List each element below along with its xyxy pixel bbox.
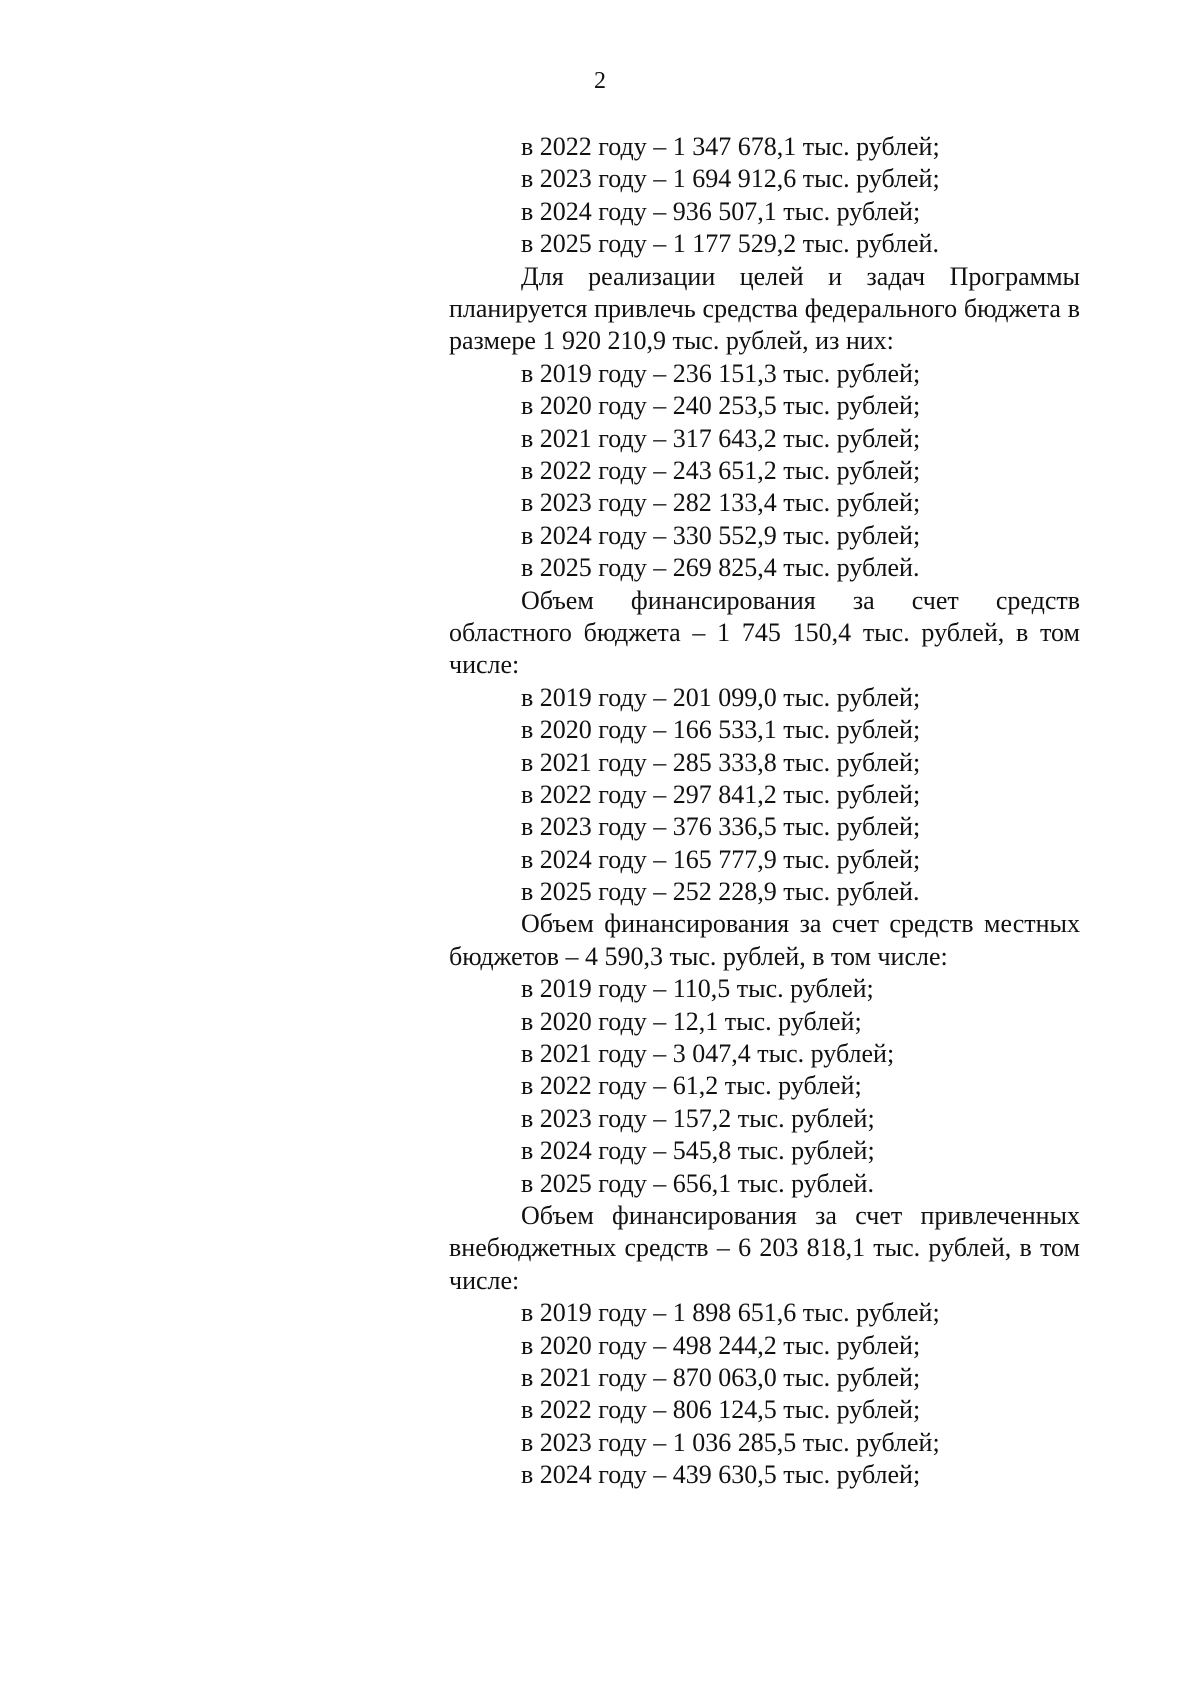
- list-item: в 2023 году – 157,2 тыс. рублей;: [521, 1103, 875, 1133]
- list-item: в 2024 году – 439 630,5 тыс. рублей;: [521, 1460, 921, 1490]
- list-item: в 2023 году – 376 336,5 тыс. рублей;: [521, 812, 921, 842]
- list-item: в 2022 году – 806 124,5 тыс. рублей;: [521, 1395, 921, 1425]
- list-item: в 2019 году – 236 151,3 тыс. рублей;: [521, 358, 921, 388]
- list-item: в 2022 году – 243 651,2 тыс. рублей;: [521, 455, 921, 485]
- paragraph-text: Объем финансирования за счет привлеченных внебюджетных средств – 6 203 818,1 тыс. рублей, в том числе:: [449, 1201, 1080, 1295]
- list-item: в 2024 году – 330 552,9 тыс. рублей;: [521, 520, 921, 550]
- list-item: в 2021 году – 285 333,8 тыс. рублей;: [521, 747, 921, 777]
- list-item: в 2020 году – 240 253,5 тыс. рублей;: [521, 391, 921, 421]
- list-item: в 2022 году – 297 841,2 тыс. рублей;: [521, 779, 921, 809]
- list-item: в 2023 году – 1 036 285,5 тыс. рублей;: [521, 1427, 940, 1457]
- list-item: в 2021 году – 870 063,0 тыс. рублей;: [521, 1363, 921, 1393]
- list-item: в 2022 году – 1 347 678,1 тыс. рублей;: [521, 132, 940, 161]
- regional-budget-paragraph: [449, 585, 1080, 682]
- list-item: в 2019 году – 110,5 тыс. рублей;: [521, 974, 874, 1004]
- list-item: в 2024 году – 936 507,1 тыс. рублей;: [521, 196, 921, 226]
- document-body: [449, 131, 1080, 1492]
- list-item: в 2021 году – 317 643,2 тыс. рублей;: [521, 423, 921, 453]
- list-item: в 2023 году – 1 694 912,6 тыс. рублей;: [521, 164, 940, 194]
- page-number: 2: [594, 68, 606, 94]
- list-item: в 2024 году – 545,8 тыс. рублей;: [521, 1136, 875, 1166]
- list-item: в 2025 году – 656,1 тыс. рублей.: [521, 1168, 874, 1198]
- list-item: в 2020 году – 166 533,1 тыс. рублей;: [521, 715, 921, 745]
- list-item: в 2020 году – 498 244,2 тыс. рублей;: [521, 1330, 921, 1360]
- continued-funding-list: [449, 131, 1080, 261]
- federal-funding-list: [449, 358, 1080, 585]
- list-item: в 2021 году – 3 047,4 тыс. рублей;: [521, 1039, 895, 1069]
- list-item: в 2025 году – 252 228,9 тыс. рублей.: [521, 877, 920, 907]
- local-funding-list: [449, 973, 1080, 1200]
- regional-funding-list: [449, 682, 1080, 909]
- list-item: в 2025 году – 269 825,4 тыс. рублей.: [521, 553, 920, 583]
- list-item: в 2022 году – 61,2 тыс. рублей;: [521, 1071, 862, 1101]
- extrabudgetary-funding-list: [449, 1297, 1080, 1491]
- extrabudgetary-paragraph: [449, 1200, 1080, 1297]
- paragraph-text: Для реализации целей и задач Программы планируется привлечь средства федерального бюджета в размере 1 920 210,9 тыс. рублей, из них:: [449, 261, 1080, 356]
- paragraph-text: Объем финансирования за счет средств местных бюджетов – 4 590,3 тыс. рублей, в том числе:: [449, 909, 1080, 971]
- paragraph-text: Объем финансирования за счет средств областного бюджета – 1 745 150,4 тыс. рублей, в том числе:: [449, 585, 1080, 680]
- list-item: в 2020 году – 12,1 тыс. рублей;: [521, 1006, 862, 1036]
- federal-budget-paragraph: [449, 261, 1080, 358]
- local-budget-paragraph: [449, 908, 1080, 973]
- list-item: в 2019 году – 1 898 651,6 тыс. рублей;: [521, 1298, 940, 1328]
- list-item: в 2025 году – 1 177 529,2 тыс. рублей.: [521, 229, 939, 259]
- list-item: в 2024 году – 165 777,9 тыс. рублей;: [521, 844, 921, 874]
- list-item: в 2023 году – 282 133,4 тыс. рублей;: [521, 488, 921, 518]
- list-item: в 2019 году – 201 099,0 тыс. рублей;: [521, 682, 921, 712]
